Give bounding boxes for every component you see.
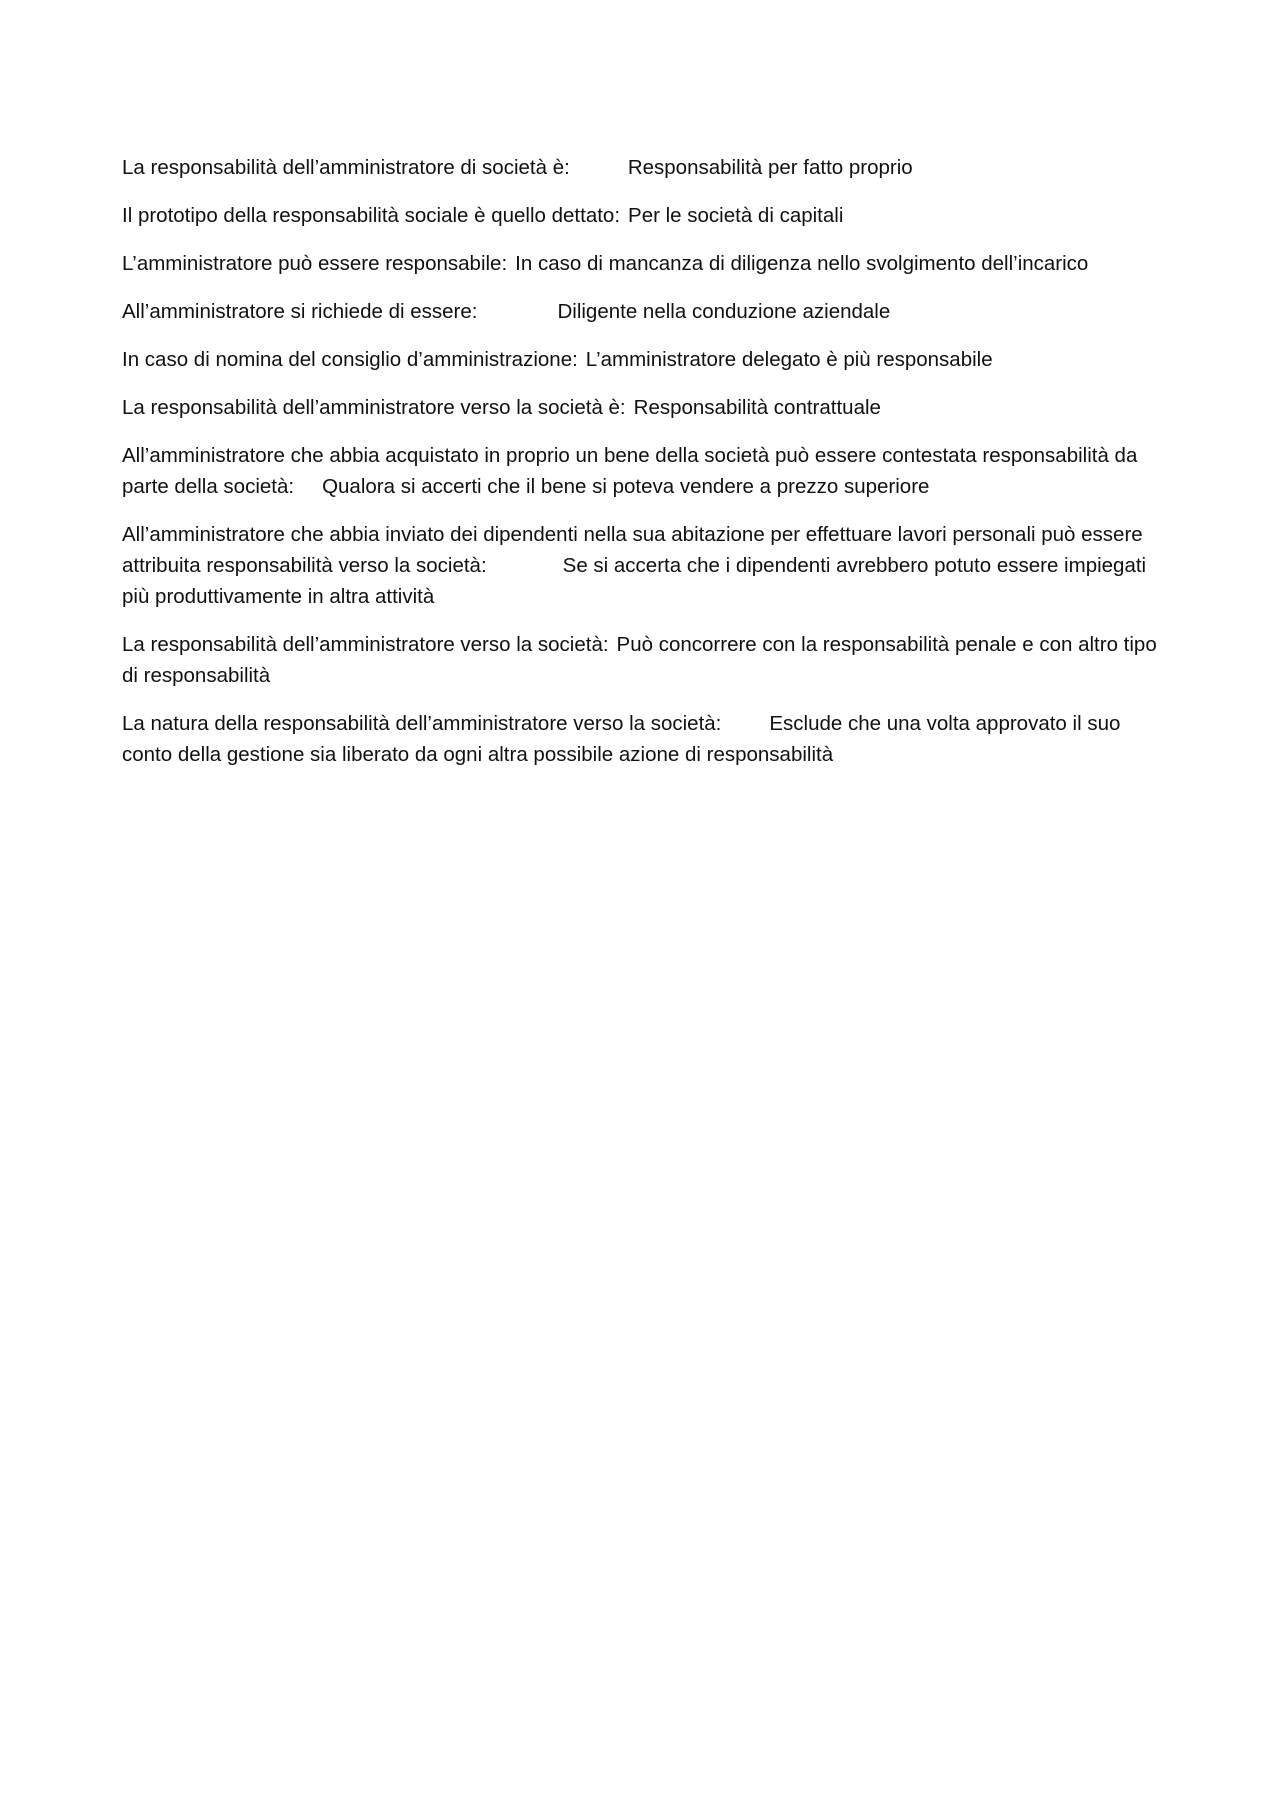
- answer-text: Diligente nella conduzione aziendale: [557, 300, 891, 323]
- qa-item: [122, 708, 1162, 770]
- question-text: La responsabilità dell’amministratore di società è:: [122, 156, 570, 179]
- question-text: La responsabilità dell’amministratore verso la società:: [122, 633, 609, 656]
- qa-item: [122, 344, 1162, 375]
- answer-text: In caso di mancanza di diligenza nello svolgimento dell’incarico: [515, 252, 1089, 275]
- answer-text: Responsabilità contrattuale: [633, 396, 881, 419]
- qa-item: [122, 248, 1162, 279]
- question-text: La responsabilità dell’amministratore verso la società è:: [122, 396, 626, 419]
- answer-text: Qualora si accerti che il bene si poteva vendere a prezzo superiore: [322, 475, 930, 498]
- qa-item: [122, 519, 1162, 612]
- qa-item: [122, 440, 1162, 502]
- question-text: All’amministratore che abbia inviato dei dipendenti nella sua abitazione per effettuare lavori personali può essere attribuita responsabilità verso la società:: [122, 523, 1143, 577]
- answer-text: Può concorrere con la responsabilità penale e con altro tipo di responsabilità: [122, 633, 1157, 687]
- answer-text: L’amministratore delegato è più responsabile: [585, 348, 993, 371]
- qa-item: [122, 629, 1162, 691]
- qa-item: [122, 296, 1162, 327]
- question-text: La natura della responsabilità dell’amministratore verso la società:: [122, 712, 722, 735]
- question-text: All’amministratore che abbia acquistato in proprio un bene della società può essere contestata responsabilità da parte della società:: [122, 444, 1138, 498]
- question-text: In caso di nomina del consiglio d’amministrazione:: [122, 348, 578, 371]
- qa-item: [122, 392, 1162, 423]
- question-text: Il prototipo della responsabilità sociale è quello dettato:: [122, 204, 621, 227]
- document-body: [122, 152, 1162, 787]
- answer-text: Esclude che una volta approvato il suo conto della gestione sia liberato da ogni altra possibile azione di responsabilità: [122, 712, 1121, 766]
- qa-item: [122, 200, 1162, 231]
- qa-item: [122, 152, 1162, 183]
- question-text: All’amministratore si richiede di essere:: [122, 300, 478, 323]
- answer-text: Se si accerta che i dipendenti avrebbero potuto essere impiegati più produttivamente in altra attività: [122, 554, 1147, 608]
- answer-text: Responsabilità per fatto proprio: [627, 156, 913, 179]
- answer-text: Per le società di capitali: [628, 204, 844, 227]
- question-text: L’amministratore può essere responsabile:: [122, 252, 508, 275]
